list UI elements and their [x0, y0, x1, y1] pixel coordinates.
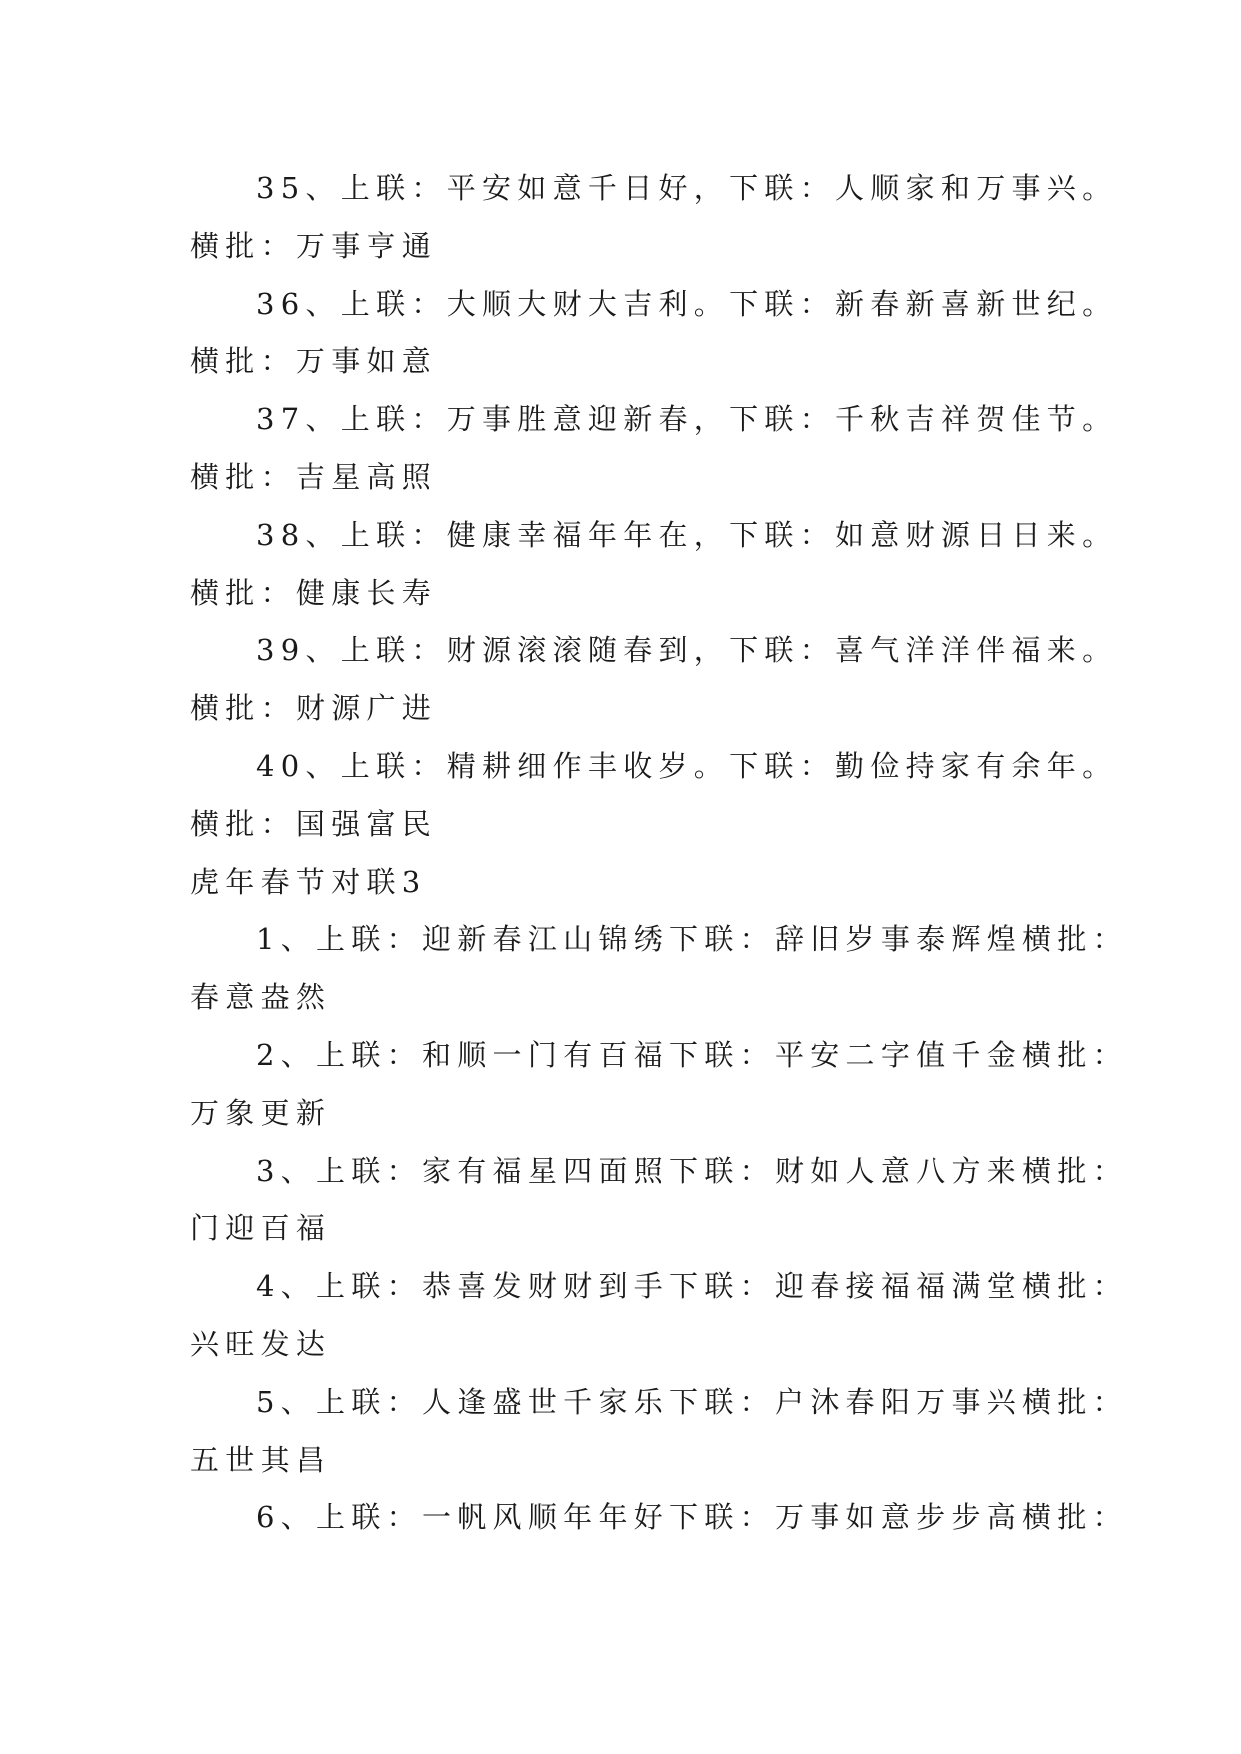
couplet-2-banner: 万象更新 [190, 1095, 332, 1130]
couplet-40-line: 40、上联：精耕细作丰收岁。下联：勤俭持家有余年。 [256, 748, 1118, 783]
couplet-2-line: 2、上联：和顺一门有百福下联：平安二字值千金横批： [256, 1037, 1128, 1072]
couplet-4-line: 4、上联：恭喜发财财到手下联：迎春接福福满堂横批： [256, 1269, 1128, 1304]
couplet-4-banner: 兴旺发达 [190, 1326, 332, 1361]
couplet-35-line: 35、上联：平安如意千日好，下联：人顺家和万事兴。 [256, 171, 1118, 205]
couplet-1-banner: 春意盎然 [190, 980, 332, 1015]
couplet-38-banner: 横批：健康长寿 [190, 575, 438, 610]
couplet-1-line: 1、上联：迎新春江山锦绣下联：辞旧岁事泰辉煌横批： [256, 922, 1128, 957]
couplet-35-banner: 横批：万事亨通 [190, 228, 438, 263]
couplet-39-banner: 横批：财源广进 [190, 691, 438, 726]
couplet-5-line: 5、上联：人逢盛世千家乐下联：户沐春阳万事兴横批： [256, 1384, 1128, 1419]
document-body [190, 160, 1128, 1547]
couplet-40-banner: 横批：国强富民 [190, 806, 438, 841]
couplet-5-banner: 五世其昌 [190, 1442, 332, 1477]
couplet-39-line: 39、上联：财源滚滚随春到，下联：喜气洋洋伴福来。 [256, 633, 1118, 668]
couplet-6-line: 6、上联：一帆风顺年年好下联：万事如意步步高横批： [256, 1500, 1128, 1535]
couplet-37-banner: 横批：吉星高照 [190, 459, 438, 494]
couplet-3-banner: 门迎百福 [190, 1211, 332, 1246]
couplet-3-line: 3、上联：家有福星四面照下联：财如人意八方来横批： [256, 1153, 1128, 1188]
couplet-36-line: 36、上联：大顺大财大吉利。下联：新春新喜新世纪。 [256, 286, 1118, 321]
couplet-36-banner: 横批：万事如意 [190, 344, 438, 379]
section-heading: 虎年春节对联3 [190, 864, 427, 899]
couplet-38-line: 38、上联：健康幸福年年在，下联：如意财源日日来。 [256, 517, 1118, 552]
couplet-37-line: 37、上联：万事胜意迎新春，下联：千秋吉祥贺佳节。 [256, 402, 1118, 437]
